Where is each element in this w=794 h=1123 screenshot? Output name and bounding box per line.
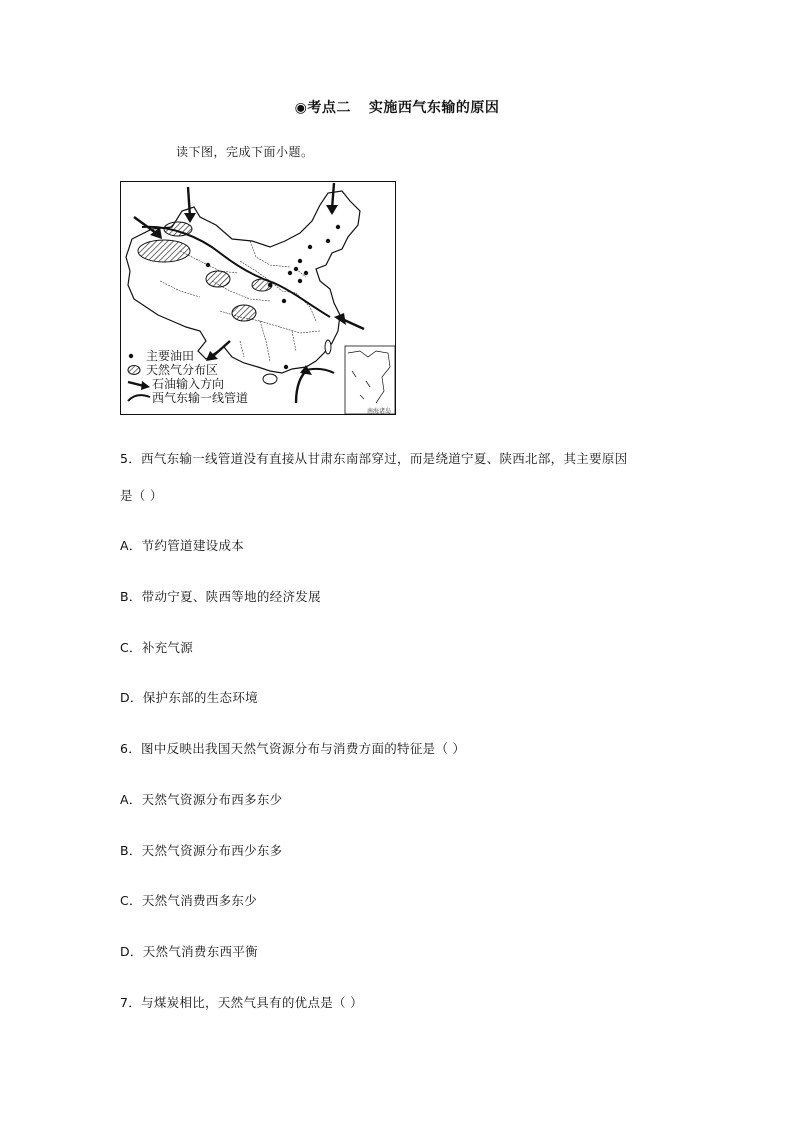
section-heading [0, 97, 794, 117]
q6-option-c: C．天然气消费西多东少 [120, 893, 258, 908]
q5-stem-line1: 5．西气东输一线管道没有直接从甘肃东南部穿过，而是绕道宁夏、陕西北部，其主要原因 [120, 451, 628, 466]
arrow-icon [126, 377, 152, 391]
q6-option-d: D．天然气消费东西平衡 [120, 944, 258, 959]
inset-frame [345, 346, 395, 414]
legend-label: 石油输入方向 [152, 377, 225, 391]
q6-stem: 6．图中反映出我国天然气资源分布与消费方面的特征是（ ） [120, 741, 466, 756]
q6-option-b: B．天然气资源分布西少东多 [120, 843, 283, 858]
legend-label: 主要油田 [146, 349, 195, 363]
gas-area-sichuan [232, 305, 256, 321]
q5-option-d: D．保护东部的生态环境 [120, 690, 258, 705]
gas-area-tarim [138, 240, 190, 262]
q5-option-c: C．补充气源 [120, 640, 194, 655]
q5-option-a: A．节约管道建设成本 [120, 538, 245, 553]
legend-item-pipeline [126, 391, 248, 405]
q6-option-a: A．天然气资源分布西多东少 [120, 792, 283, 807]
map-legend [126, 349, 248, 405]
legend-item-gas [126, 363, 248, 377]
inset-label: 南海诸岛 [367, 408, 392, 415]
intro-text: 读下图，完成下面小题。 [176, 145, 314, 159]
pipeline-curve-icon [126, 391, 152, 405]
china-map-figure [120, 181, 396, 415]
legend-label: 天然气分布区 [146, 363, 219, 377]
section-title: 实施西气东输的原因 [368, 100, 500, 116]
legend-label: 西气东输一线管道 [152, 391, 249, 405]
gas-area-qaidam [206, 271, 230, 287]
taiwan-island [325, 340, 331, 354]
hatched-area-icon [126, 363, 146, 377]
q5-option-b: B．带动宁夏、陕西等地的经济发展 [120, 589, 321, 604]
hainan-island [263, 374, 277, 384]
q5-stem-line2: 是（ ） [120, 488, 163, 503]
q7-stem: 7．与煤炭相比，天然气具有的优点是（ ） [120, 995, 363, 1010]
legend-item-oil [126, 349, 248, 363]
legend-item-oil-import [126, 377, 248, 391]
section-marker: ◉考点二 [294, 100, 351, 116]
oil-field-dot-icon [126, 349, 146, 363]
